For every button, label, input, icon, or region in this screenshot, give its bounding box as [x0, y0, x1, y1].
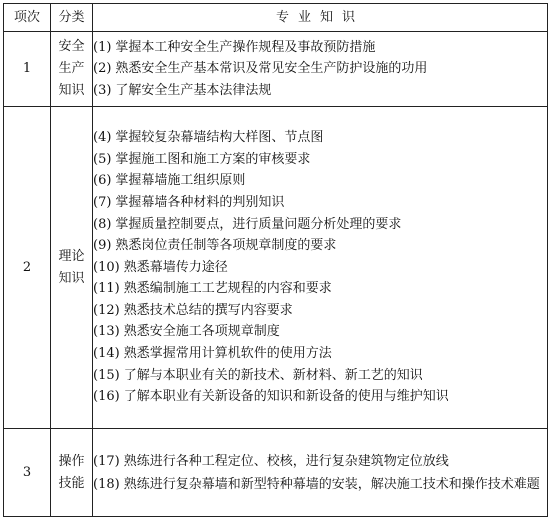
- list-item: (9) 熟悉岗位责任制等各项规章制度的要求: [93, 238, 337, 254]
- row-number: 1: [4, 32, 51, 107]
- category-line: 知识: [58, 270, 85, 286]
- knowledge-requirements-table: [3, 3, 548, 517]
- list-item: (16) 了解本职业有关新设备的知识和新设备的使用与维护知识: [93, 389, 449, 405]
- row-number: 2: [4, 107, 51, 429]
- knowledge-list: [93, 107, 548, 429]
- list-item: (4) 掌握较复杂幕墙结构大样图、节点图: [93, 130, 324, 146]
- list-item: (3) 了解安全生产基本法律法规: [93, 82, 272, 98]
- category-line: 操作: [58, 453, 85, 469]
- category-cell: [51, 32, 93, 107]
- category-line: 理论: [58, 248, 85, 264]
- list-item: (6) 掌握幕墙施工组织原则: [93, 173, 246, 189]
- list-item: (10) 熟悉幕墙传力途径: [93, 259, 228, 275]
- list-item: (11) 熟悉编制施工工艺规程的内容和要求: [93, 281, 332, 297]
- header-item-no: 项次: [4, 4, 51, 32]
- table-header-row: [4, 4, 548, 32]
- list-item: (1) 掌握本工种安全生产操作规程及事故预防措施: [93, 39, 376, 55]
- category-line: 生产: [58, 61, 85, 76]
- header-category: 分类: [51, 4, 93, 32]
- list-item: (14) 熟悉掌握常用计算机软件的使用方法: [93, 346, 332, 362]
- category-cell: [51, 429, 93, 517]
- list-item: (13) 熟悉安全施工各项规章制度: [93, 324, 280, 340]
- list-item: (7) 掌握幕墙各种材料的判别知识: [93, 194, 285, 210]
- list-item: (2) 熟悉安全生产基本常识及常见安全生产防护设施的功用: [93, 61, 428, 77]
- category-line: 技能: [58, 475, 85, 491]
- table-row: [4, 32, 548, 107]
- table-row: [4, 107, 548, 429]
- header-professional-knowledge: 专业知识: [93, 4, 548, 32]
- list-item: (8) 掌握质量控制要点，进行质量问题分析处理的要求: [93, 216, 402, 232]
- category-line: 安全: [58, 39, 85, 54]
- list-item: (17) 熟练进行各种工程定位、校核，进行复杂建筑物定位放线: [93, 453, 449, 469]
- row-number: 3: [4, 429, 51, 517]
- list-item: (5) 掌握施工图和施工方案的审核要求: [93, 151, 311, 167]
- table-row: [4, 429, 548, 517]
- list-item: (18) 熟练进行复杂幕墙和新型特种幕墙的安装，解决施工技术和操作技术难题: [93, 476, 540, 492]
- category-cell: [51, 107, 93, 429]
- knowledge-list: [93, 32, 548, 107]
- list-item: (12) 熟悉技术总结的撰写内容要求: [93, 302, 293, 318]
- knowledge-list: [93, 429, 548, 517]
- list-item: (15) 了解与本职业有关的新技术、新材料、新工艺的知识: [93, 367, 423, 383]
- category-line: 知识: [58, 83, 85, 98]
